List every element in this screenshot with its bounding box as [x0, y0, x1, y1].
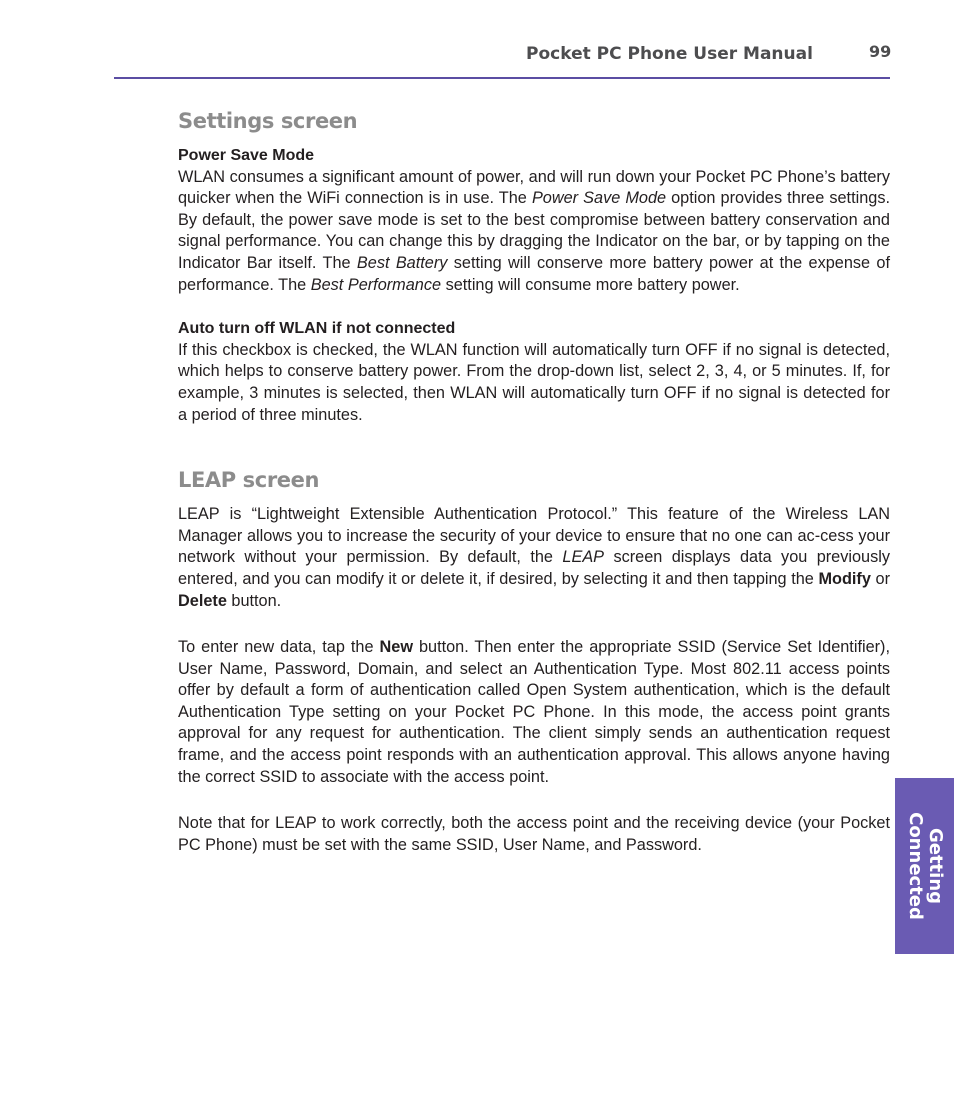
power-save-mode-paragraph: WLAN consumes a significant amount of power, and will run down your Pocket PC Phone’s battery quicker when the WiFi connection is in use. The Power Save Mode option provides three settings. By default, the power save mode is set to the best compromise between battery conservation and signal performance. You can change this by dragging the Indicator on the bar, or by tapping on the Indicator Bar itself. The Best Battery setting will conserve more battery power at the expense of performance. The Best Performance setting will consume more battery power. — [178, 167, 890, 294]
page-content — [178, 107, 890, 856]
power-save-mode-heading: Power Save Mode — [178, 147, 315, 164]
leap-intro-paragraph: LEAP is “Lightweight Extensible Authentication Protocol.” This feature of the Wireless LAN Manager allows you to increase the security of your device to ensure that no one can ac-cess your network without your permission. By default, the LEAP screen displays data you previously entered, and you can modify it or delete it, if desired, by selecting it and then tapping the Modify or Delete button. — [178, 505, 891, 610]
settings-screen-heading: Settings screen — [178, 109, 358, 133]
page-number: 99 — [869, 42, 892, 61]
getting-connected-tab — [895, 778, 954, 954]
leap-note-paragraph: Note that for LEAP to work correctly, both the access point and the receiving device (your Pocket PC Phone) must be set with the same SSID, User Name, and Password. — [178, 814, 890, 854]
auto-turn-off-heading: Auto turn off WLAN if not connected — [178, 320, 456, 338]
manual-title: Pocket PC Phone User Manual — [526, 44, 813, 64]
header-divider — [114, 77, 890, 79]
getting-connected-label: Getting Connected — [904, 812, 946, 920]
leap-screen-heading: LEAP screen — [178, 468, 320, 493]
auto-turn-off-paragraph: If this checkbox is checked, the WLAN function will automatically turn OFF if no signal is detected, which helps to conserve battery power. From the drop-down list, select 2, 3, 4, or 5 minutes. If, for example, 3 minutes is selected, then WLAN will automatically turn OFF if no signal is detected for a period of three minutes. — [178, 340, 890, 424]
leap-new-data-paragraph: To enter new data, tap the New button. Then enter the appropriate SSID (Service Set Identifier), User Name, Password, Domain, and select an Authentication Type. Most 802.11 access points offer by default a form of authentication called Open System authentication, which is the default Authentication Type setting on your Pocket PC Phone. In this mode, the access point grants approval for any request for authentication. The client simply sends an authentication request frame, and the access point responds with an authentication approval. This allows anyone having the correct SSID to associate with the access point. — [178, 638, 891, 786]
